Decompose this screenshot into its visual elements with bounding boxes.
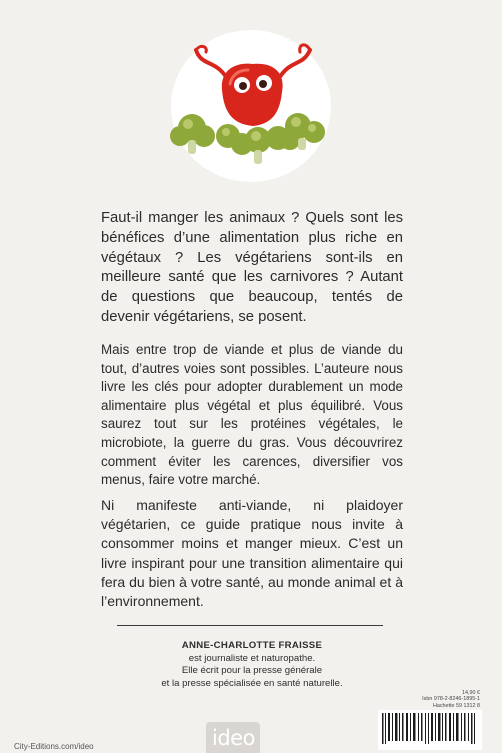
author-bio-line: et la presse spécialisée en santé naturelle. [161,677,343,689]
description-paragraph-2: Mais entre trop de viande et plus de viande du tout, d’autres voies sont possibles. L’auteure nous livre les clés pour adopter durablement un mode alimentaire plus végétal et plus équilibré. Vous saurez tout sur les protéines végétales, le microbiote, la guerre du gras. Vous découvrirez comment éviter les carences, diversifier vos menus, faire votre marché. [101,342,403,488]
description-paragraph-3: Ni manifeste anti-viande, ni plaidoyer végétarien, ce guide pratique nous invite à consommer moins et manger mieux. C’est un livre inspirant pour une transition alimentaire qui fera du bien à votre santé, au monde animal et à l’environnement. [101,497,403,610]
publisher-code: Hachette 59 1312 8 [432,702,480,709]
publisher-logo [206,722,260,753]
author-name: ANNE-CHARLOTTE FRAISSE [181,640,323,651]
barcode-icon [378,710,482,750]
price-block [370,690,480,709]
publisher-logo-text: ideo [212,726,255,750]
description-paragraph-1: Faut-il manger les animaux ? Quels sont les bénéfices d’une alimentation plus riche en végétaux ? Les végétariens sont-ils en meilleure santé que les carnivores ? Autant de questions que beaucoup, tentés de devenir végétariens, se posent. [101,210,403,325]
author-bio-line: est journaliste et naturopathe. [188,653,316,664]
divider [117,625,383,626]
pepper-creature-on-broccoli-icon [158,28,344,186]
author-bio-line: Elle écrit pour la presse générale [181,665,323,677]
author-bio [101,653,403,690]
publisher-website: City-Editions.com/ideo [14,742,94,751]
price: 14,90 € [462,690,480,696]
isbn: Isbn 978-2-8246-1895-1 [422,696,480,703]
